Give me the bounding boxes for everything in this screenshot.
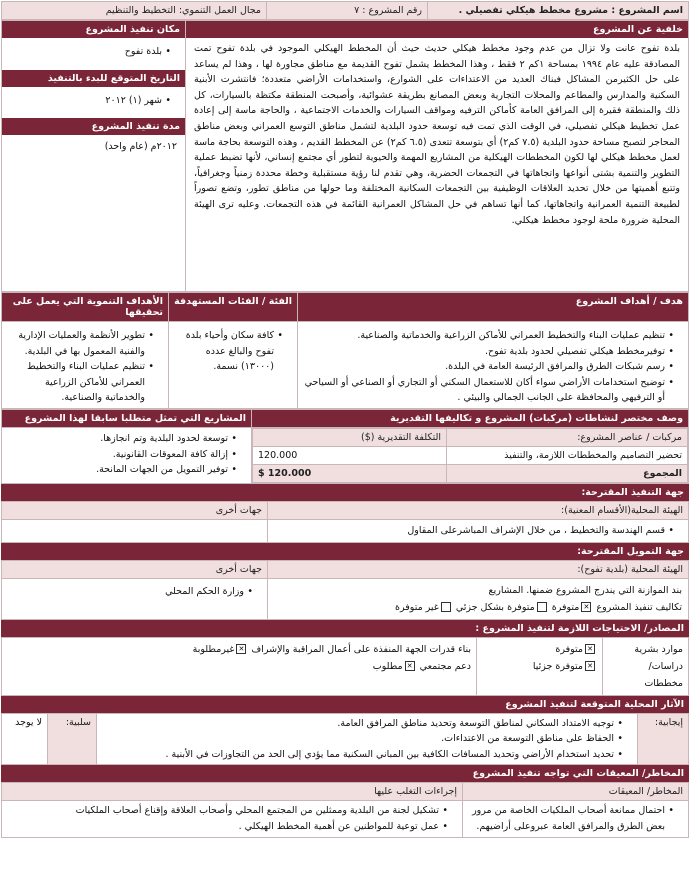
components-label: مركبات / عناصر المشروع: [447,428,688,446]
sidebar [2,21,186,292]
prev-project-item: • إزالة كافة المعوقات القانونية. [6,447,237,463]
positive-impact-item: • توجيه الامتداد السكاني لمناطق التوسعة وتحديد مناطق المرافق العامة. [101,716,623,732]
fund-other-label: جهات أخرى [2,560,268,578]
costs-table [252,428,688,483]
positive-impact-item: • الحفاظ على مناطق التوسعة من الاعتداءات. [101,731,623,747]
background-cell [186,21,689,292]
impl-local-list [268,520,688,542]
budget-line: بند الموازنة التي يندرج المشروع ضمنها. المشاريع [488,584,682,596]
location-title: مكان تنفيذ المشروع [2,21,185,38]
positive-impact-item: • تحديد استخدام الأراضي وتحديد المسافات الكافية بين المباني السكنية مما يؤدي إلى الحد من التجاوزات في الأبنية . [101,747,623,763]
risks-cell [463,801,689,837]
measures-list [2,801,462,836]
positive-cell [97,713,638,765]
implementation-table [1,501,689,543]
impl-other-label: جهات أخرى [2,501,268,519]
costs-label: تكاليف تنفيذ المشروع [596,601,682,613]
risks-title: المخاطر/ المعيقات التي تواجه تنفيذ المشروع [1,765,689,782]
dev-cell [2,322,169,409]
prev-cell [2,427,252,483]
background-section [1,20,689,292]
goal-item: • توضيح استخدامات الأراضي سواء أكان للاستعمال السكني أو التجاري أو الصناعي أو السياحي أو الترفيهي والمحافظة على الجانب الجمالي والبيئي . [302,375,674,406]
development-field: مجال العمل التنموي: التخطيط والتنظيم [2,2,267,20]
resources-types [603,637,689,695]
resources-title: المصادر/ الاحتياجات اللازمة لتنفيذ المشروع : [1,620,689,637]
goals-section [1,292,689,409]
fund-other-list [2,579,267,603]
project-name: اسم المشروع : مشروع مخطط هيكلي تفصيلي . [428,2,689,20]
start-title: التاريخ المتوقع للبدء بالتنفيذ [2,70,185,87]
start-value: • شهر (١) ٢٠١٢ [6,93,171,109]
measure-item: • عمل توعية للمواطنين عن أهمية المخطط الهيكلي . [6,819,448,835]
background-text: بلدة تفوح عانت ولا تزال من عدم وجود مخطط هيكلي حديث حيث أن المخطط الهيكلي الموجود في بلدة تفوح تمت المصادقة عليه عام ١٩٩٤ بمساحة ١كم ٢ فقط ، وهذا المخطط يشمل تفوح القديمة مع مناطق مجاورة لها ، وهذا لم يساعد على حل الكثيرمن المشاكل فبناك العديد من الاعتداءات على الشوارع، واستخدامات الأراضي متعددة؛ فانتشرت الأبنية السكنية والمدارس والمطاعم والمحلات التجارية وبعض المصانع بطريقة عشوائية، وأصبحت المنطقة مكتظة بالسيارات، كل ذلك والمنطقة فقيرة إلى المرافق العامة كأماكن الترفيه ومواقف السيارات والخدمات الاجتماعية ، والحاجة ماسة إلى إعادة عمل تخطيط هيكلي تفصيلي، في الوقت الذي تمت فيه توسعة حدود البلدية لتشمل مناطق التوسع العمراني وبعض مناطق المحاجر لتصبح مساحة حدود البلدية (٧.٥ كم٢) أي بتوسعة تتعدى (٦.٥ كم٢) عن المخطط القديم ، وهذه التوسعة بحاجة ماسة لعمل مخطط هيكلي لها لكون المخططات الهيكلية من المشاريع المهمة والحيوية لتطور أي مجتمع إنساني، لأنها تضبط عملية التطوير والتنمية بشتى أنواعها واتجاهاتها في التجمعات الحضرية، وهي تقدم لنا رؤية مستقبلية وخطة محددة زمنياً وجغرافياً، وتتبع أهميتها من خلال تحديد العلاقات الوظيفية بين التجمعات السكانية المختلفة وما حولها من مناطق تطور، وتضع تصوراً لطبيعة التنمية العمرانية واتجاهاتها، كما أنها تساهم في حل المشاكل العمرانية القائمة في هذه التجمعات. وعليه ترى الهيئة المحلية ضرورة ملحة لوجود مخطط هيكلي. [194,43,681,226]
fund-local-cell [268,578,689,619]
negative-label: سلبية: [48,713,97,765]
risks-table [1,782,689,837]
capacity-checkbox[interactable]: ✕ [236,644,246,654]
impl-local-label: الهيئة المحلية(الأقسام المعنية): [268,501,689,519]
goal-item: • رسم شبكات الطرق والمرافق الرئيسة العامة في البلدة. [302,359,674,375]
impacts-table [1,713,689,766]
groups-header: الفئة / الفئات المستهدفة [169,293,298,322]
partial-checkbox[interactable] [537,602,547,612]
negative-value: لا يوجد [2,713,48,765]
community-label: دعم مجتمعي [419,660,471,672]
human-resources-label: موارد بشرية [634,643,683,655]
human-available-label: متوفرة [555,643,583,655]
available-label: متوفرة [551,601,580,613]
dev-header: الأهداف التنموية التي يعمل على تحقيقها [2,293,169,322]
goals-header: هدف / أهداف المشروع [298,293,689,322]
total-label: المجموع [447,464,688,482]
available-checkbox[interactable]: ✕ [581,602,591,612]
header-table [1,1,689,20]
fund-other-item: • وزارة الحكم المحلي [6,584,253,600]
measure-item: • تشكيل لجنة من البلدية وممثلين من المجتمع المحلي وأصحاب العلاقة وإقناع أصحاب الملكيات [6,803,448,819]
background-title: خلفية عن المشروع [186,21,688,38]
goals-list [298,322,688,408]
impl-other-cell [2,519,268,542]
risk-item: • احتمال ممانعة أصحاب الملكيات الخاصة من مرور بعض الطرق والمرافق العامة عبروعلى أراضيهم. [467,803,674,834]
dev-goal-item: • تطوير الأنظمة والعمليات الإدارية والفنية المعمول بها في البلدية. [6,328,154,359]
prev-project-item: • توسعة لحدود البلدية وتم انجازها. [6,431,237,447]
community-checkbox[interactable]: ✕ [405,661,415,671]
unavailable-label: غير متوفرة [395,601,439,613]
goal-item: • تنظيم عمليات البناء والتخطيط العمراني للأماكن الزراعية والخدماتية والصناعية. [302,328,674,344]
impacts-title: الآثار المحلية المتوقعة لتنفيذ المشروع [1,696,689,713]
impl-local-item: • قسم الهندسة والتخطيط ، من خلال الإشراف المباشرعلى المقاول [272,523,674,539]
funding-options [274,599,682,616]
fund-local-label: الهيئة المحلية (بلدية تفوح): [268,560,689,578]
unavailable-checkbox[interactable] [441,602,451,612]
funding-table [1,560,689,620]
capacity-status: غيرمطلوبة [192,643,235,655]
goal-item: • توفيرمخطط هيكلي تفصيلي لحدود بلدية تفوح. [302,344,674,360]
start-list [2,87,185,119]
measures-header: إجراءات التغلب عليها [2,783,463,801]
prev-projects-list [2,428,251,480]
partial-label: متوفرة بشكل جزئي [455,601,535,613]
dev-goal-item: • تنظيم عمليات البناء والتخطيط العمراني للأماكن الزراعية والخدماتية والصناعية. [6,359,154,406]
costs-header: وصف مختصر لنشاطات (مركبات) المشروع و تكاليفها التقديرية [252,409,689,427]
project-sheet [1,1,689,838]
costs-cell [252,427,689,483]
positive-list [97,714,637,765]
goals-cell [298,322,689,409]
resources-needs [2,637,477,695]
cost-item: تحضير التصاميم والمخططات اللازمة، والتنفيذ [447,446,688,464]
location-value: • بلدة تفوح [6,44,171,60]
implementation-title: جهة التنفيذ المقترحة: [1,484,689,501]
prev-header: المشاريع التي تمثل متطلبا سابقا لهذا المشروع [2,409,252,427]
target-group-item: • كافة سكان وأحياء بلدة تفوح والبالغ عدده (١٣٠٠٠) نسمة. [173,328,283,375]
impl-local-cell [268,519,689,542]
duration-value: ٢٠١٢م (عام واحد) [104,141,177,153]
risks-list [463,801,688,836]
studies-label: دراسات/ مخططات [644,660,683,689]
resources-table [1,637,689,696]
location-list [2,38,185,70]
cost-item-value: 120.000 [253,446,447,464]
studies-partial-checkbox[interactable]: ✕ [585,661,595,671]
community-status: مطلوب [372,660,403,672]
project-number: رقم المشروع : ٧ [267,2,428,20]
capacity-label: بناء قدرات الجهة المنفذة على أعمال المراقبة والإشراف [251,643,471,655]
risks-header: المخاطر/ المعيقات [463,783,689,801]
measures-cell [2,801,463,837]
prev-project-item: • توفير التمويل من الجهات المانحة. [6,462,237,478]
positive-label: إيجابية: [638,713,689,765]
cost-label: التكلفة التقديرية ($) [253,428,447,446]
studies-partial-label: متوفرة جزئيا [532,660,583,672]
funding-title: جهة التمويل المقترحة: [1,543,689,560]
dev-goals-list [2,322,168,408]
fund-other-cell [2,578,268,619]
costs-section [1,409,689,484]
total-value: $ 120.000 [253,464,447,482]
duration-title: مدة تنفيذ المشروع [2,118,185,135]
human-available-checkbox[interactable]: ✕ [585,644,595,654]
groups-cell [169,322,298,409]
resources-status [477,637,603,695]
groups-list [169,322,297,377]
